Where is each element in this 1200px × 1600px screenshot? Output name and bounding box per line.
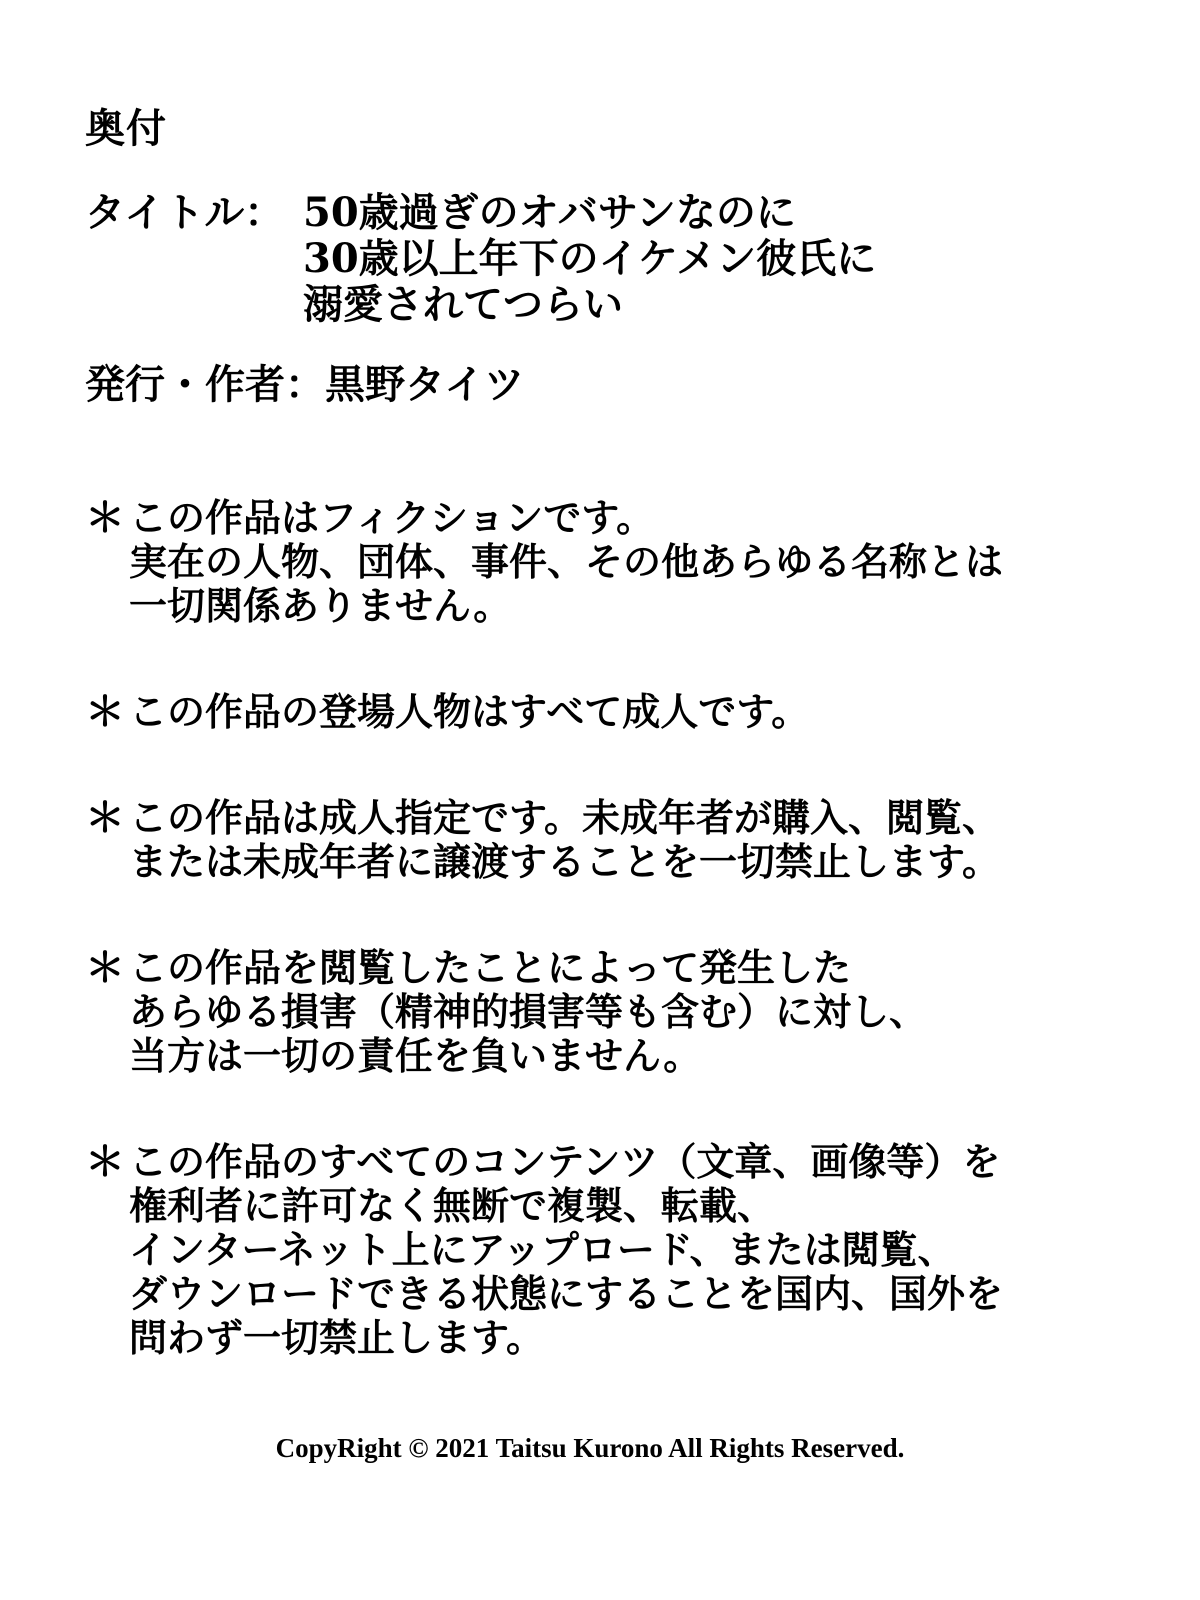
- notice-line: この作品のすべてのコンテンツ（文章、画像等）を: [129, 1139, 1001, 1184]
- asterisk-bullet: ＊: [85, 494, 125, 541]
- page-heading: 奥付: [85, 105, 167, 152]
- title-line: 30歳以上年下のイケメン彼氏に: [303, 235, 877, 282]
- notice-age-restriction: [85, 796, 1145, 884]
- notice-line: 問わず一切禁止します。: [129, 1315, 544, 1360]
- notice-line: 一切関係ありません。: [129, 583, 512, 628]
- notice-line: 実在の人物、団体、事件、その他あらゆる名称とは: [129, 539, 1004, 584]
- notice-list: [85, 496, 1145, 1422]
- asterisk-bullet: ＊: [85, 688, 125, 735]
- copyright-notice: CopyRight © 2021 Taitsu Kurono All Rights Reserved.: [275, 1433, 905, 1463]
- notice-line: 当方は一切の責任を負いません。: [129, 1033, 702, 1078]
- title-line: 50歳過ぎのオバサンなのに: [303, 189, 796, 236]
- notice-line: この作品を閲覧したことによって発生した: [129, 945, 852, 990]
- title-text: [303, 190, 876, 328]
- notice-line: あらゆる損害（精神的損害等も含む）に対し、: [129, 989, 928, 1034]
- notice-copyright-prohibition: [85, 1140, 1145, 1360]
- notice-fiction: [85, 496, 1145, 628]
- notice-liability: [85, 946, 1145, 1078]
- notice-line: ダウンロードできる状態にすることを国内、国外を: [129, 1271, 1004, 1316]
- notice-line: この作品はフィクションです。: [129, 495, 655, 540]
- title-line: 溺愛されてつらい: [303, 281, 623, 328]
- notice-line: 権利者に許可なく無断で複製、転載、: [129, 1183, 776, 1228]
- notice-line: この作品は成人指定です。未成年者が購入、閲覧、: [129, 795, 1000, 840]
- asterisk-bullet: ＊: [85, 1138, 125, 1185]
- asterisk-bullet: ＊: [85, 794, 125, 841]
- notice-line: または未成年者に譲渡することを一切禁止します。: [129, 839, 1000, 884]
- notice-line: インターネット上にアップロード、または閲覧、: [129, 1227, 956, 1272]
- author-line: 発行・作者：黒野タイツ: [85, 361, 525, 408]
- asterisk-bullet: ＊: [85, 944, 125, 991]
- notice-adults: [85, 690, 1145, 734]
- title-label: タイトル：: [85, 189, 285, 236]
- notice-line: この作品の登場人物はすべて成人です。: [129, 689, 810, 734]
